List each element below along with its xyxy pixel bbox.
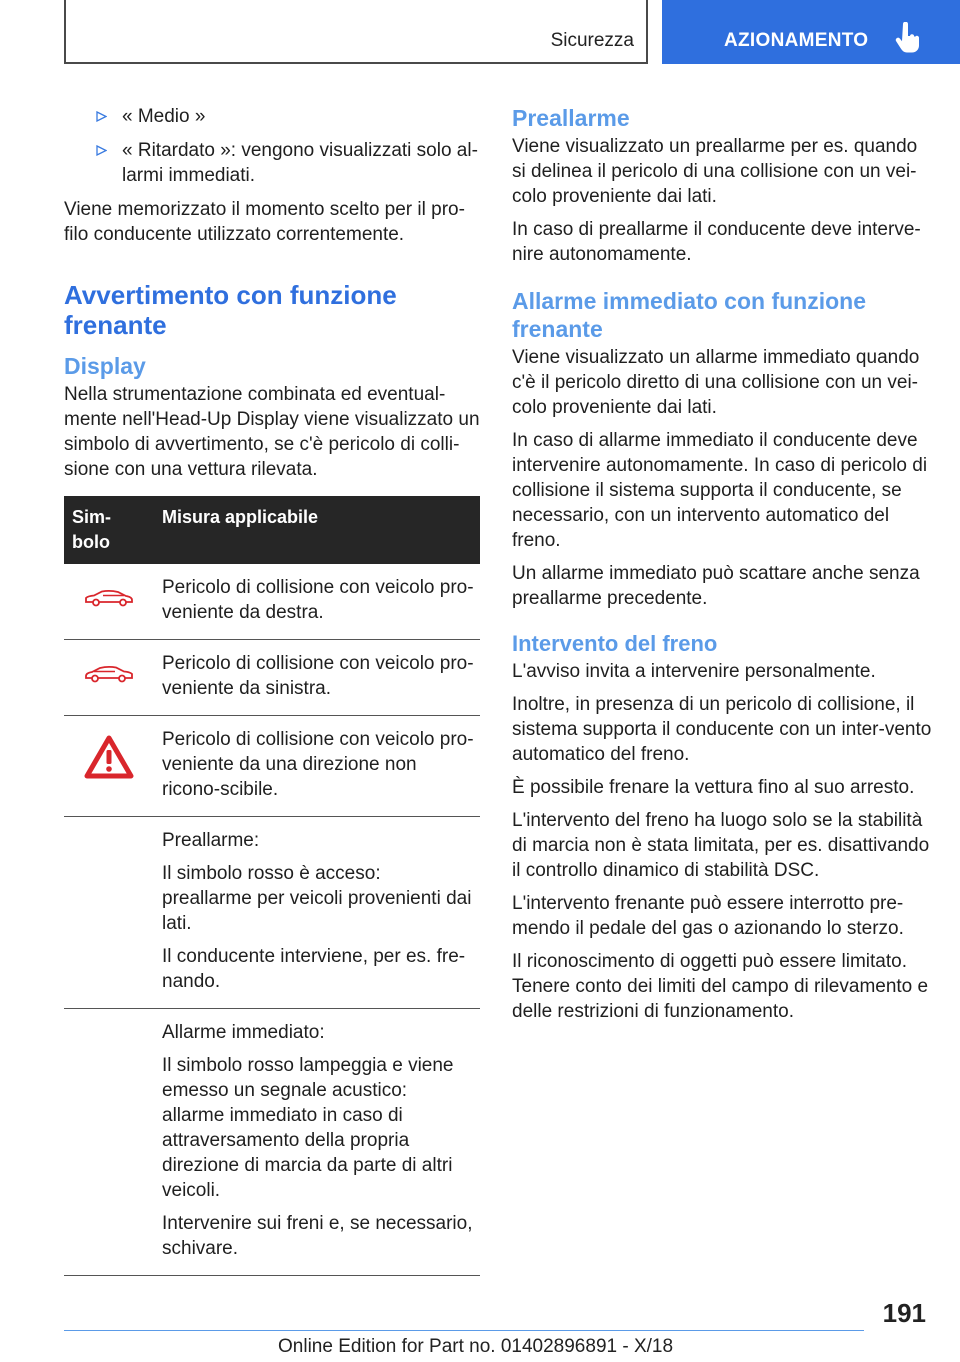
heading-intervento-freno: Intervento del freno: [512, 631, 718, 656]
paragraph: In caso di preallarme il conducente deve interve-nire autonomamente.: [512, 219, 921, 265]
paragraph: Viene visualizzato un allarme immediato quando c'è il pericolo diretto di una collisione con un vei-colo proveniente dai lati.: [512, 347, 920, 418]
table-row: [64, 564, 480, 640]
heading-allarme-immediato: Allarme immediato con funzione frenante: [512, 288, 866, 342]
paragraph: È possibile frenare la vettura fino al suo arresto.: [512, 777, 915, 798]
table-cell-icon-empty: [64, 1009, 154, 1276]
paragraph: Un allarme immediato può scattare anche senza preallarme precedente.: [512, 563, 920, 609]
car-left-icon: [82, 664, 136, 684]
row-text: Preallarme:: [162, 830, 260, 851]
paragraph-display: Nella strumentazione combinata ed eventual-mente nell'Head-Up Display viene visualizzato un simbolo di avvertimento, se c'è pericolo di colli-sione con una vettura rilevata.: [64, 384, 480, 480]
paragraph: In caso di allarme immediato il conducente deve intervenire autonomamente. In caso di pericolo di collisione il sistema supporta il conducente, se necessario, con un intervento automatico del freno.: [512, 430, 928, 551]
table-cell-icon: [64, 716, 154, 817]
footer-divider: [64, 1330, 864, 1331]
table-row: [64, 817, 480, 1009]
table-cell-icon: [64, 640, 154, 716]
paragraph: L'intervento frenante può essere interrotto pre-mendo il pedale del gas o azionando lo sterzo.: [512, 893, 904, 939]
triangle-bullet-icon: [96, 145, 107, 156]
table-cell-text: [154, 817, 480, 1009]
header-section-box: [64, 0, 648, 64]
table-cell-text: [154, 716, 480, 817]
table-header-symbol: Sim-bolo: [64, 496, 154, 564]
row-text: Pericolo di collisione con veicolo pro-veniente da destra.: [162, 577, 474, 623]
paragraph: L'avviso invita a intervenire personalmente.: [512, 661, 876, 682]
row-text: Pericolo di collisione con veicolo pro-veniente da una direzione non ricono-scibile.: [162, 729, 474, 800]
bullet-text-medio: « Medio »: [122, 106, 206, 127]
paragraph: L'intervento del freno ha luogo solo se la stabilità di marcia non è stata limitata, per es. disattivando il controllo dinamico di stabilità DSC.: [512, 810, 930, 881]
paragraph: Il riconoscimento di oggetti può essere limitato. Tenere conto dei limiti del campo di rilevamento e delle restrizioni di funzionamento.: [512, 951, 929, 1022]
warning-triangle-icon: [83, 734, 135, 780]
row-text: Il simbolo rosso è acceso: preallarme per veicoli provenienti dai lati.: [162, 863, 472, 934]
table-header-measure: Misura applicabile: [154, 496, 480, 564]
row-text: Il simbolo rosso lampeggia e viene emesso un segnale acustico: allarme immediato in caso di attraversamento della propria direzione di marcia da parte di altri veicoli.: [162, 1055, 454, 1201]
row-text: Intervenire sui freni e, se necessario, schivare.: [162, 1213, 473, 1259]
heading-preallarme: Preallarme: [512, 105, 630, 131]
paragraph: Viene visualizzato un preallarme per es. quando si delinea il pericolo di una collisione con un vei-colo proveniente dai lati.: [512, 136, 918, 207]
row-text: Pericolo di collisione con veicolo pro-veniente da sinistra.: [162, 653, 474, 699]
table-header-row: [64, 496, 480, 564]
paragraph-memorized: Viene memorizzato il momento scelto per il pro-filo conducente utilizzato correntemente.: [64, 199, 465, 245]
left-column: [64, 104, 480, 1276]
page-number: 191: [882, 1298, 926, 1328]
table-cell-icon-empty: [64, 817, 154, 1009]
row-text: Allarme immediato:: [162, 1022, 325, 1043]
footer-edition: Online Edition for Part no. 01402896891 - X/18: [278, 1336, 674, 1357]
table-cell-text: [154, 640, 480, 716]
bullet-text-ritardato: « Ritardato »: vengono visualizzati solo al-larmi immediati.: [122, 140, 478, 186]
heading-avvertimento: Avvertimento con funzione frenante: [64, 280, 397, 340]
triangle-bullet-icon: [96, 111, 107, 122]
heading-display: Display: [64, 353, 146, 379]
header-chapter-title: AZIONAMENTO: [724, 30, 869, 51]
table-row: [64, 640, 480, 716]
table-cell-text: [154, 1009, 480, 1276]
row-text: Il conducente interviene, per es. fre-nando.: [162, 946, 466, 992]
hand-pointer-icon: [894, 22, 922, 54]
symbol-table: [64, 496, 480, 1276]
table-cell-text: [154, 564, 480, 640]
header-section-title: Sicurezza: [550, 30, 634, 51]
paragraph: Inoltre, in presenza di un pericolo di collisione, il sistema supporta il conducente con un inter-vento automatico del freno.: [512, 694, 932, 765]
car-right-icon: [82, 588, 136, 608]
right-column: [512, 104, 932, 1024]
list-item: [64, 104, 480, 129]
table-cell-icon: [64, 564, 154, 640]
table-row: [64, 1009, 480, 1276]
header-chapter-tab: [662, 0, 960, 64]
table-row: [64, 716, 480, 817]
list-item: [64, 138, 480, 188]
